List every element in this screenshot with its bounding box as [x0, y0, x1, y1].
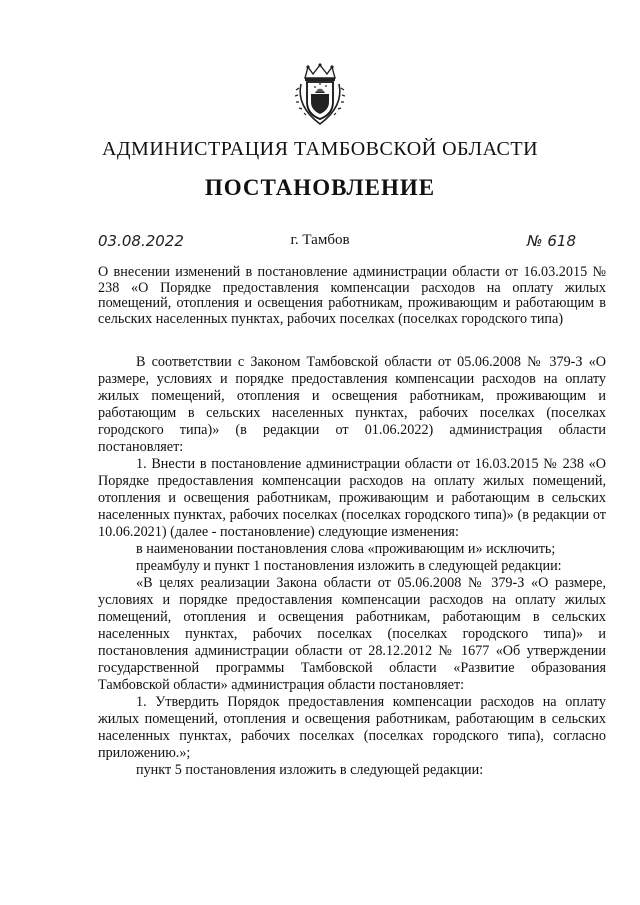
body-paragraph: пункт 5 постановления изложить в следующей редакции:	[136, 762, 484, 778]
document-number: № 618	[527, 232, 576, 250]
body-paragraph: преамбулу и пункт 1 постановления изложить в следующей редакции:	[136, 558, 562, 574]
document-type-title: ПОСТАНОВЛЕНИЕ	[204, 175, 436, 200]
organization-title: АДМИНИСТРАЦИЯ ТАМБОВСКОЙ ОБЛАСТИ	[101, 138, 539, 160]
document-subject: О внесении изменений в постановление администрации области от 16.03.2015 № 238 «О Порядке предоставления компенсации расходов на оплату жилых помещений, отопления и освещения работникам, проживающим и работающим в сельских населенных пунктах, рабочих поселках (поселках городского типа)	[98, 264, 606, 327]
document-date: 03.08.2022	[98, 232, 184, 250]
document-city: г. Тамбов	[290, 232, 350, 248]
body-paragraph: 1. Утвердить Порядок предоставления компенсации расходов на оплату жилых помещений, отопления и освещения работникам, работающим в сельских населенных пунктах, рабочих поселках (поселках городского типа), согласно приложению.»;	[98, 694, 606, 761]
document-body	[98, 354, 606, 779]
body-paragraph: «В целях реализации Закона области от 05.06.2008 № 379-З «О размере, условиях и порядке предоставления компенсации расходов на оплату жилых помещений, отопления и освещения работникам, работающим в сельских населенных пунктах, рабочих поселках (поселках городского типа)» и постановления администрации области от 28.12.2012 № 1677 «Об утверждении государственной программы Тамбовской области «Развитие образования Тамбовской области» администрация области постановляет:	[98, 575, 606, 693]
body-paragraph: 1. Внести в постановление администрации области от 16.03.2015 № 238 «О Порядке предоставления компенсации расходов на оплату жилых помещений, отопления и освещения работникам, проживающим и работающим в сельских населенных пунктах, рабочих поселках (поселках городского типа)» (в редакции от 10.06.2021) (далее - постановление) следующие изменения:	[98, 456, 606, 540]
body-paragraph: в наименовании постановления слова «проживающим и» исключить;	[136, 541, 556, 557]
body-paragraph: В соответствии с Законом Тамбовской области от 05.06.2008 № 379-З «О размере, условиях и порядке предоставления компенсации расходов на оплату жилых помещений, отопления и освещения работникам, проживающим и работающим в сельских населенных пунктах, рабочих поселках (поселках городского типа)» (в редакции от 01.06.2022) администрация области постановляет:	[98, 354, 606, 455]
coat-of-arms-icon	[295, 62, 345, 133]
